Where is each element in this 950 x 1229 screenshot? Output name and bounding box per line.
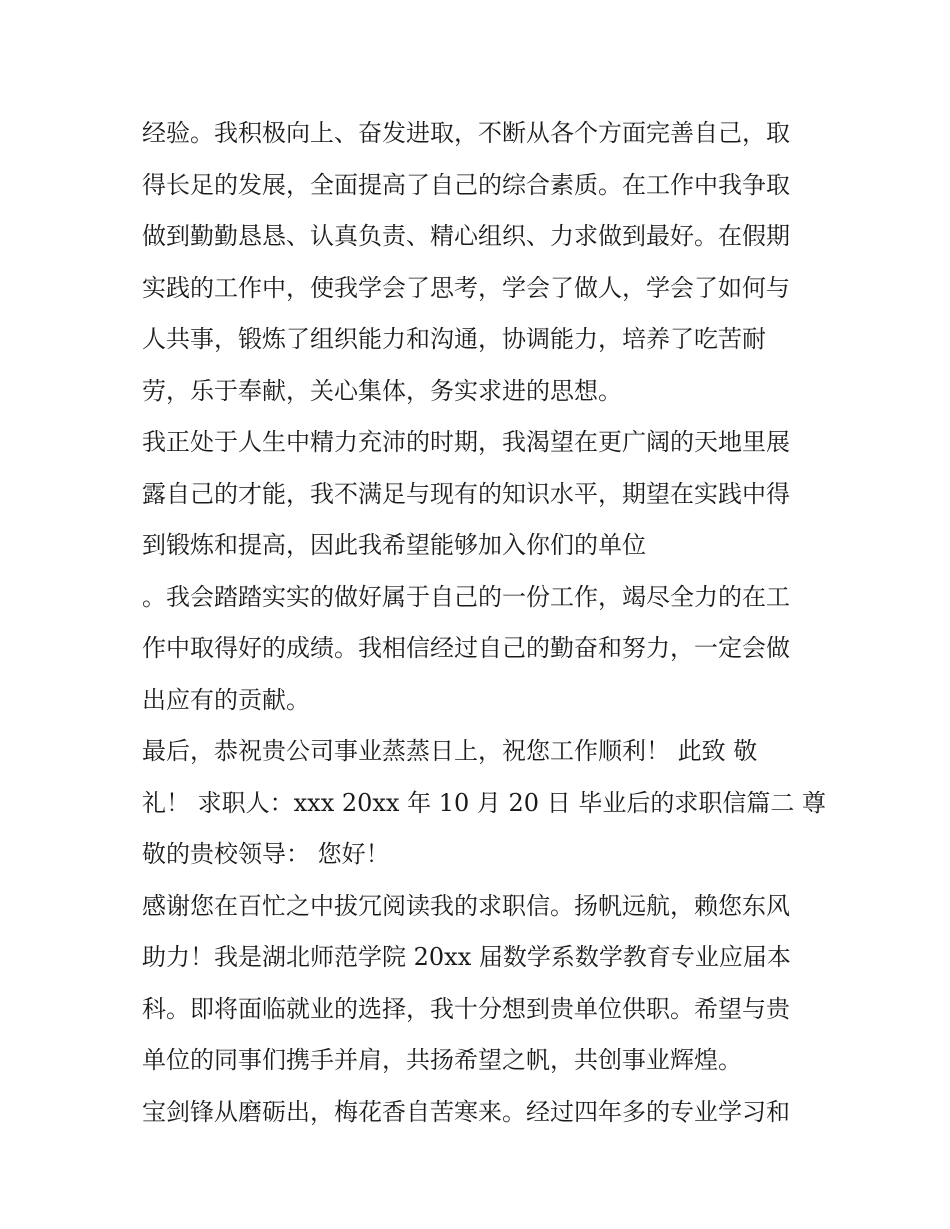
text-line: 助力！我是湖北师范学院 20xx 届数学系数学教育专业应届本 <box>142 943 791 971</box>
text-line: 科。即将面临就业的选择，我十分想到贵单位供职。希望与贵 <box>142 994 790 1023</box>
text-line: 劳，乐于奉献，关心集体，务实求进的思想。 <box>142 376 622 405</box>
text-line: 礼！ 求职人：xxx 20xx 年 10 月 20 日 毕业后的求职信篇二 尊 <box>142 788 826 817</box>
text-line: 实践的工作中，使我学会了思考，学会了做人，学会了如何与 <box>142 273 790 302</box>
text-line: 做到勤勤恳恳、认真负责、精心组织、力求做到最好。在假期 <box>142 222 790 250</box>
text-line: 得长足的发展，全面提高了自己的综合素质。在工作中我争取 <box>142 170 790 199</box>
text-line: 最后，恭祝贵公司事业蒸蒸日上，祝您工作顺利！ 此致 敬 <box>142 737 758 765</box>
text-line: 出应有的贡献。 <box>142 685 310 714</box>
text-line: 宝剑锋从磨砺出，梅花香自苦寒来。经过四年多的专业学习和 <box>142 1097 790 1126</box>
text-line: 我正处于人生中精力充沛的时期，我渴望在更广阔的天地里展 <box>142 428 790 456</box>
text-line: 。我会踏踏实实的做好属于自己的一份工作，竭尽全力的在工 <box>142 582 790 611</box>
text-line: 经验。我积极向上、奋发进取，不断从各个方面完善自己，取 <box>142 119 790 147</box>
text-line: 到锻炼和提高，因此我希望能够加入你们的单位 <box>142 531 646 559</box>
document-body <box>142 108 826 1138</box>
text-line: 露自己的才能，我不满足与现有的知识水平，期望在实践中得 <box>142 479 790 508</box>
text-line: 感谢您在百忙之中拔冗阅读我的求职信。扬帆远航，赖您东风 <box>142 891 790 920</box>
text-line: 作中取得好的成绩。我相信经过自己的勤奋和努力，一定会做 <box>142 634 790 662</box>
text-line: 敬的贵校领导： 您好！ <box>142 840 390 868</box>
text-line: 单位的同事们携手并肩，共扬希望之帆，共创事业辉煌。 <box>142 1046 742 1074</box>
text-line: 人共事，锻炼了组织能力和沟通，协调能力，培养了吃苦耐 <box>142 325 766 353</box>
